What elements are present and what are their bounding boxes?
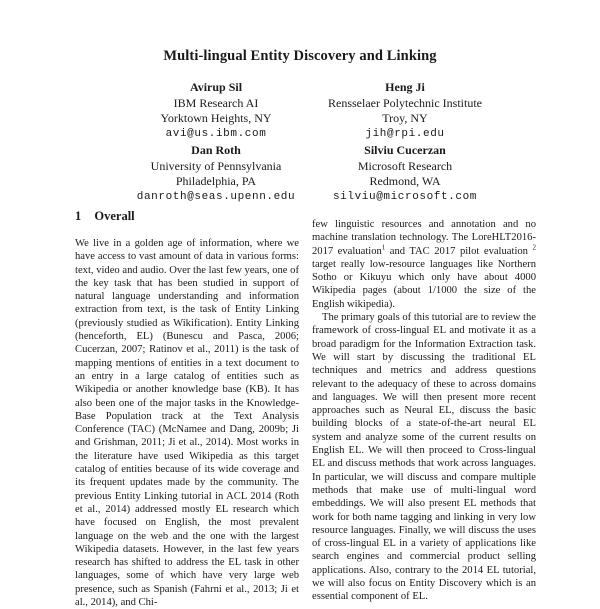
- paragraph: The primary goals of this tutorial are to review the framework of cross-lingual EL and motivate it as a broad paradigm for the Information Extraction task. We will start by discussing the traditional EL techniques and metrics and address questions relevant to the adequacy of these to across domains and languages. We will then present more recent approaches such as Neural EL, discuss the basic building blocks of a state-of-the-art neural EL system and analyze some of the current results on English EL. We will then proceed to Cross-lingual EL and discuss methods that work across languages. In particular, we will discuss and compare multiple methods that make use of multi-lingual word embeddings. We will also present EL methods that work for both name tagging and linking in very low resource languages. Finally, we will discuss the uses of cross-lingual EL in a variety of applications like search engines and commercial product selling applications. Also, contrary to the 2014 EL tutorial, we will also focus on Entity Discovery which is an essential component of EL.: [312, 312, 536, 603]
- author-block: [285, 143, 525, 205]
- paragraph-text: and TAC 2017 pilot evaluation: [385, 245, 533, 257]
- author-name: Dan Roth: [191, 143, 241, 157]
- author-email: danroth@seas.upenn.edu: [136, 190, 296, 203]
- author-email: avi@us.ibm.com: [165, 127, 267, 140]
- author-location: Redmond, WA: [369, 174, 441, 188]
- section-heading: [75, 209, 135, 224]
- paragraph-text: target really low-resource languages like Northern Sotho or Kikuyu which only have about 4000 Wikipedia pages (about 1/1000 the size of the English wikipedia).: [312, 258, 536, 310]
- author-name: Heng Ji: [385, 80, 425, 94]
- author-affiliation: Rensselaer Polytechnic Institute: [328, 95, 482, 110]
- footnote-marker: 1: [381, 243, 386, 252]
- left-column: [75, 237, 299, 609]
- author-affiliation: University of Pennsylvania: [150, 158, 282, 173]
- paragraph: [312, 218, 536, 311]
- author-name: Silviu Cucerzan: [364, 143, 446, 157]
- author-email: silviu@microsoft.com: [332, 190, 478, 203]
- paper-title: Multi-lingual Entity Discovery and Linking: [163, 48, 437, 64]
- paragraph-text: few linguistic resources and annotation and no machine translation technology. The LoreHLT2016-2017 evaluation: [312, 219, 536, 257]
- paragraph: We live in a golden age of information, where we have access to vast amount of data in various forms: text, video and audio. Over the last few years, one of the key task that has been studied in support of natural language understanding and information extraction from text, is the task of Entity Linking (previously studied as Wikification). Entity Linking (henceforth, EL) (Bunescu and Pasca, 2006; Cucerzan, 2007; Ratinov et al., 2011) is the task of mapping mentions of entities in a text document to an entry in a large catalog of entities such as Wikipedia or another knowledge base (KB). It has also been one of the major tasks in the Knowledge-Base Population track at the Text Analysis Conference (TAC) (McNamee and Dang, 2009b; Ji and Grishman, 2011; Ji et al., 2014). Most works in the literature have used Wikipedia as this target catalog of entities because of its wide coverage and its frequent updates made by the community. The previous Entity Linking tutorial in ACL 2014 (Roth et al., 2014) addressed mostly EL research which have focused on English, the most prevalent language on the web and the one with the largest Wikipedia datasets. However, in the last few years research has shifted to address the EL task in other languages, some of which have very large web presence, such as Spanish (Fahrni et al., 2013; Ji et al., 2014), and Chi-: [75, 238, 299, 609]
- author-location: Philadelphia, PA: [175, 174, 257, 188]
- author-location: Troy, NY: [382, 111, 428, 125]
- author-affiliation: IBM Research AI: [173, 95, 259, 110]
- author-name: Avirup Sil: [189, 80, 243, 94]
- author-affiliation: Microsoft Research: [357, 158, 453, 173]
- author-block: [285, 80, 525, 142]
- right-column: [312, 218, 536, 604]
- author-email: jih@rpi.edu: [365, 127, 445, 140]
- footnote-marker: 2: [532, 243, 536, 252]
- author-location: Yorktown Heights, NY: [160, 111, 272, 125]
- section-title: Overall: [94, 209, 135, 223]
- section-number: 1: [75, 209, 82, 223]
